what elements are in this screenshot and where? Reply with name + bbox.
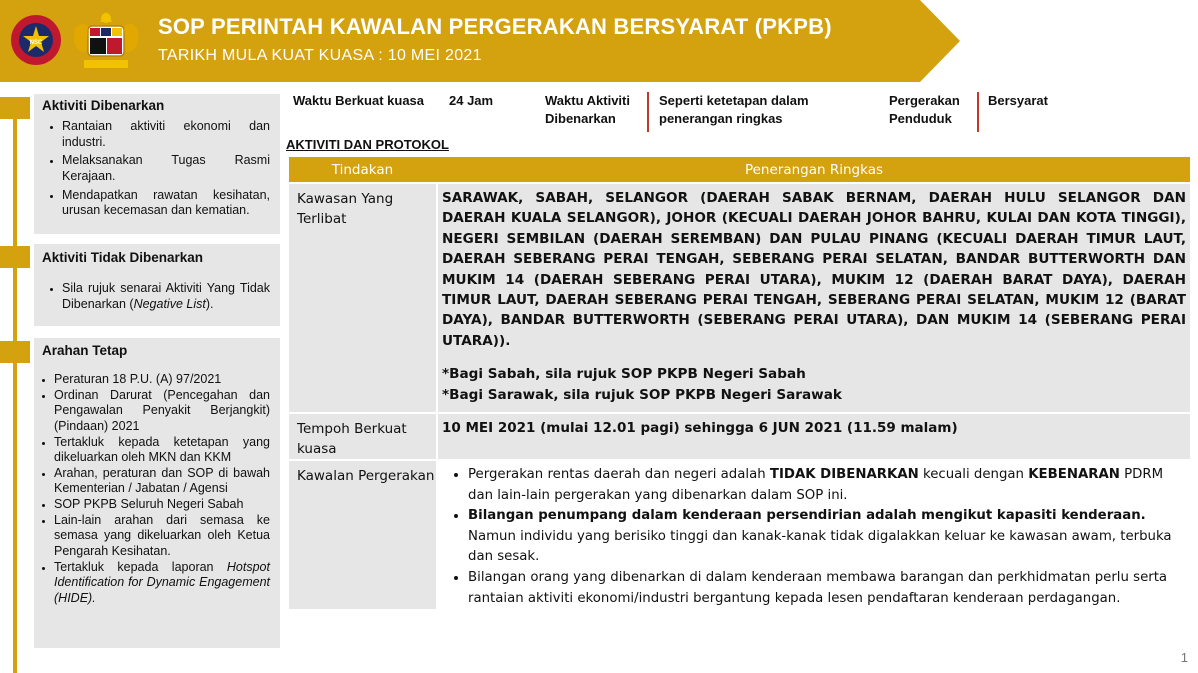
list-item-text: Tertakluk kepada laporan xyxy=(54,559,227,574)
nsc-logo-text: NSC xyxy=(29,40,43,46)
list-item xyxy=(54,560,270,607)
not-allowed-activities-panel xyxy=(34,244,280,326)
row-content-movement-control xyxy=(438,461,1190,609)
list-item-text: PDRM dan lain-lain pergerakan yang dibenarkan dalam SOP ini. xyxy=(468,467,1164,503)
info-separator xyxy=(977,92,979,132)
list-item xyxy=(468,506,1186,568)
effective-hours-label: Waktu Berkuat kuasa xyxy=(293,93,425,108)
list-item: • Arahan, peraturan dan SOP di bawah Kementerian / Jabatan / Agensi xyxy=(54,466,270,497)
list-item-text: kecuali dengan xyxy=(918,467,1029,482)
standing-orders-panel xyxy=(34,338,280,648)
allowed-activities-heading: Aktiviti Dibenarkan xyxy=(42,98,165,113)
list-item: • SOP PKPB Seluruh Negeri Sabah xyxy=(54,497,270,513)
list-item-text: ). xyxy=(205,296,214,311)
list-item: • Melaksanakan Tugas Rasmi Kerajaan. xyxy=(62,153,270,184)
info-separator xyxy=(647,92,649,132)
sarawak-note: *Bagi Sarawak, sila rujuk SOP PKPB Negeri Sarawak xyxy=(442,387,842,404)
effective-date: TARIKH MULA KUAT KUASA : 10 MEI 2021 xyxy=(158,47,482,64)
row-content-period: 10 MEI 2021 (mulai 12.01 pagi) sehingga 6 JUN 2021 (11.59 malam) xyxy=(438,414,1190,459)
population-movement-value: Bersyarat xyxy=(988,93,1048,108)
table-row xyxy=(289,414,1190,459)
page-number: 1 xyxy=(1180,650,1188,665)
list-item-text: Pergerakan rentas daerah dan negeri adalah xyxy=(468,467,770,482)
list-item: • Ordinan Darurat (Pencegahan dan Pengawalan Penyakit Berjangkit) (Pindaan) 2021 xyxy=(54,388,270,435)
table-header xyxy=(289,157,1190,182)
standing-orders-heading: Arahan Tetap xyxy=(42,343,128,358)
affected-areas-text: SARAWAK, SABAH, SELANGOR (DAERAH SABAK BERNAM, DAERAH HULU SELANGOR DAN DAERAH KUALA SELANGOR), JOHOR (KECUALI DAERAH JOHOR BAHRU, KULAI DAN KOTA TINGGI), NEGERI SEMBILAN (DAERAH SEREMBAN) DAN PULAU PINANG (KECUALI DAERAH TIMUR LAUT, DAERAH SEBERANG PERAI TENGAH, SEBERANG PERAI SELATAN, BANDAR BUTTERWORTH DAN MUKIM 14 (DAERAH SEBERANG PERAI UTARA), MUKIM 12 (DAERAH BARAT DAYA), DAERAH TIMUR LAUT, DAERAH SEBERANG PERAI TENGAH, SEBERANG PERAI SELATAN, MUKIM 12 (BARAT DAYA), BANDAR BUTTERWORTH (SEBERANG PERAI UTARA), DAN MUKIM 14 (SEBERANG PERAI UTARA)). xyxy=(442,190,1186,349)
list-item: • Mendapatkan rawatan kesihatan, urusan kecemasan dan kematian. xyxy=(62,188,270,219)
negative-list-term: Negative List xyxy=(133,296,206,311)
protocol-table xyxy=(289,157,1190,609)
sabah-note: *Bagi Sabah, sila rujuk SOP PKPB Negeri Sabah xyxy=(442,366,806,383)
table-row xyxy=(289,184,1190,412)
section-marker xyxy=(0,246,30,268)
emphasis-text: KEBENARAN xyxy=(1028,467,1120,482)
row-content-areas xyxy=(438,184,1190,412)
list-item: • Rantaian aktiviti ekonomi dan industri. xyxy=(62,119,270,150)
column-header-description: Penerangan Ringkas xyxy=(744,161,884,178)
row-label-areas: Kawasan Yang Terlibat xyxy=(289,184,436,412)
section-title: AKTIVITI DAN PROTOKOL xyxy=(286,137,449,152)
list-item-text: Namun individu yang berisiko tinggi dan kanak-kanak tidak digalakkan keluar ke kawasan awam, terbuka dan sesak. xyxy=(468,528,1172,565)
emphasis-text: TIDAK DIBENARKAN xyxy=(769,467,919,482)
list-item: • Peraturan 18 P.U. (A) 97/2021 xyxy=(54,372,270,388)
emphasis-text: Bilangan penumpang dalam kenderaan persendirian adalah mengikut kapasiti kenderaan. xyxy=(468,508,1146,524)
sidebar-vertical-bar xyxy=(13,100,17,673)
list-item xyxy=(62,281,270,312)
list-item-text: Sila rujuk senarai Aktiviti Yang Tidak Dibenarkan ( xyxy=(62,281,270,311)
population-movement-label: Pergerakan Penduduk xyxy=(889,93,960,126)
table-row xyxy=(289,461,1190,609)
allowed-activities-panel xyxy=(34,94,280,234)
list-item: • Bilangan orang yang dibenarkan di dalam kenderaan membawa barangan dan perkhidmatan perlu serta rantaian aktiviti ekonomi/industri bergantung kepada lesen pendaftaran kenderaan perdagangan. xyxy=(468,568,1186,609)
coat-of-arms-logo xyxy=(66,8,146,74)
list-item: • Lain-lain arahan dari semasa ke semasa yang dikeluarkan oleh Ketua Pengarah Kesihatan. xyxy=(54,513,270,560)
column-header-action: Tindakan xyxy=(331,161,394,178)
nsc-logo xyxy=(10,10,62,72)
section-marker xyxy=(0,97,30,119)
not-allowed-activities-heading: Aktiviti Tidak Dibenarkan xyxy=(42,250,204,265)
row-label-movement-control: Kawalan Pergerakan xyxy=(289,461,436,609)
row-label-period: Tempoh Berkuat kuasa xyxy=(289,414,436,459)
section-marker xyxy=(0,341,30,363)
list-item: • Tertakluk kepada ketetapan yang dikeluarkan oleh MKN dan KKM xyxy=(54,435,270,466)
activity-hours-value: Seperti ketetapan dalam penerangan ringkas xyxy=(659,93,809,126)
activity-hours-label: Waktu Aktiviti Dibenarkan xyxy=(545,93,630,126)
page-title: SOP PERINTAH KAWALAN PERGERAKAN BERSYARAT (PKPB) xyxy=(158,14,832,39)
list-item xyxy=(468,465,1186,506)
effective-hours-value: 24 Jam xyxy=(449,93,494,108)
hide-report-term: Hotspot Identification for Dynamic Engagement (HIDE). xyxy=(54,559,270,605)
